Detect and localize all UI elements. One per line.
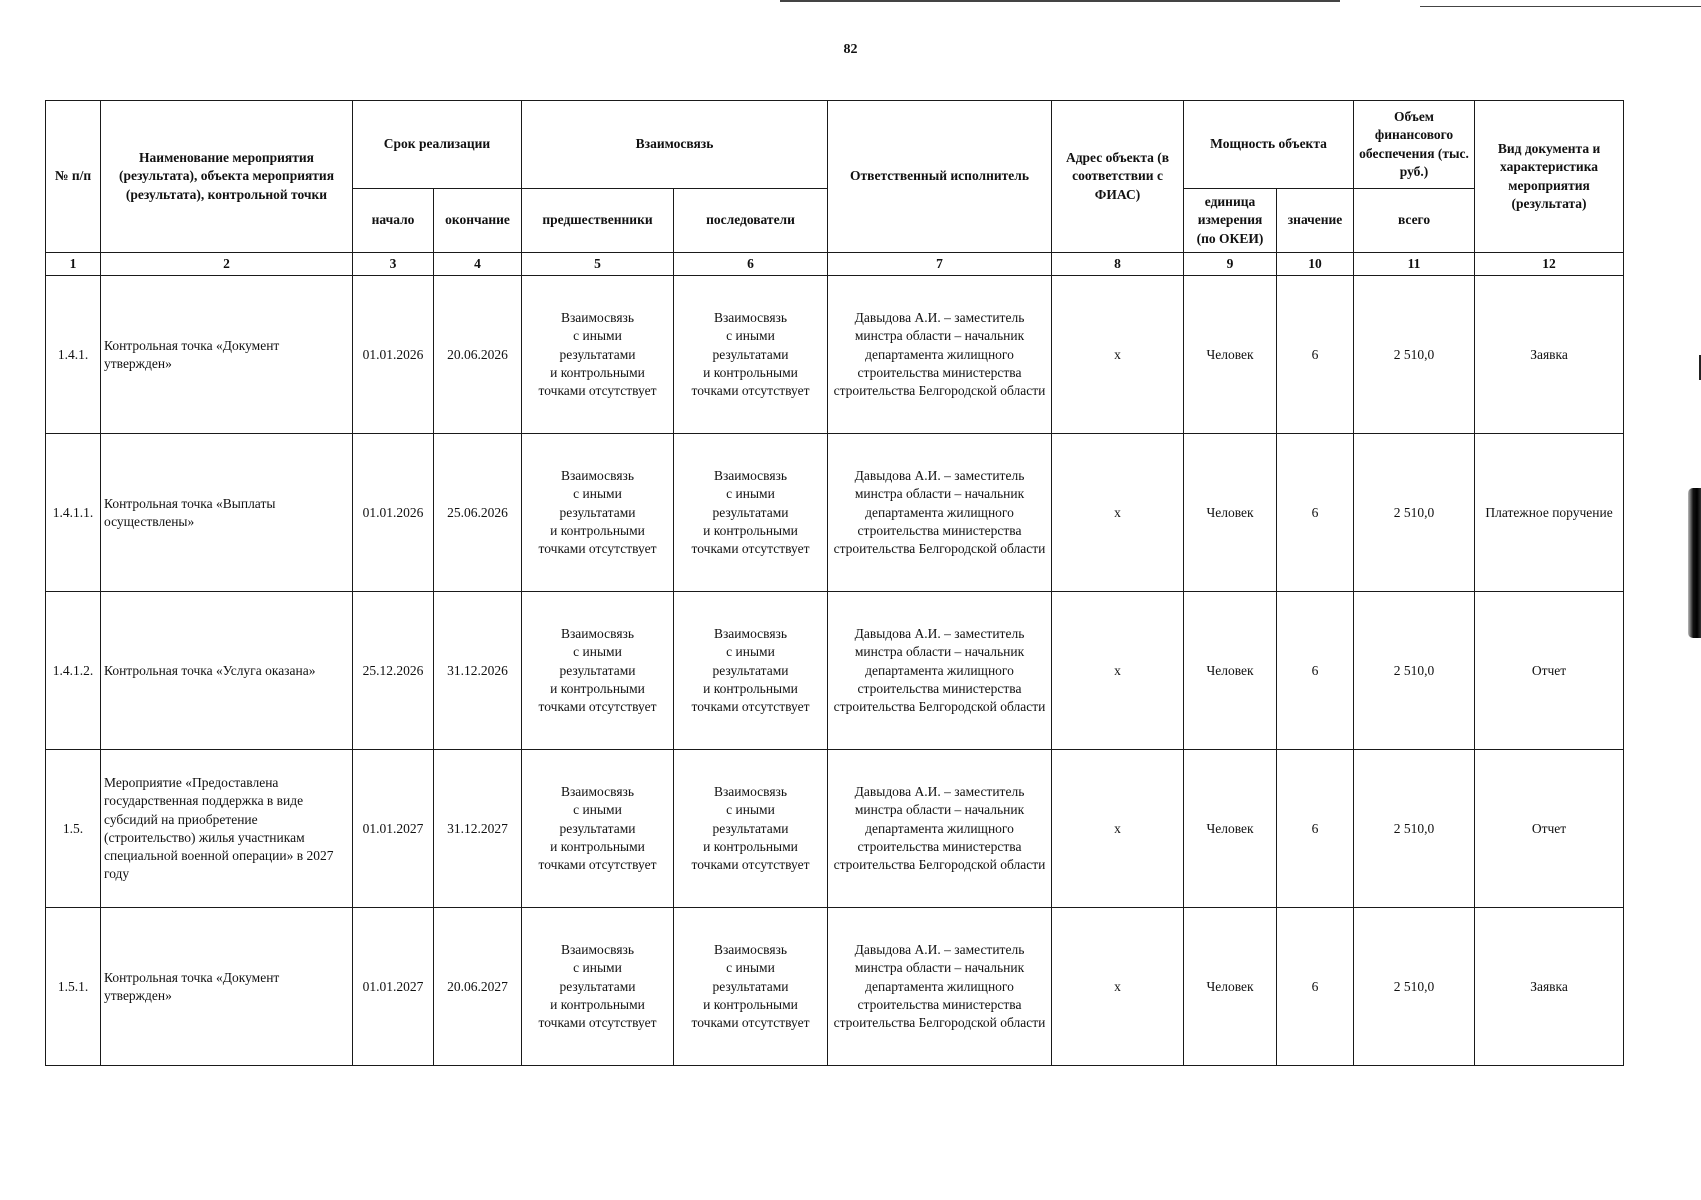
column-number: 5	[522, 253, 674, 276]
cell-name: Контрольная точка «Услуга оказана»	[101, 592, 353, 750]
cell-address: х	[1052, 434, 1184, 592]
page-number: 82	[843, 42, 858, 57]
cell-responsible: Давыдова А.И. – заместитель минстра области – начальник департамента жилищного строительства министерства строительства Белгородской области	[828, 434, 1052, 592]
header-capacity: Мощность объекта	[1184, 101, 1354, 189]
column-number: 10	[1277, 253, 1354, 276]
cell-value: 6	[1277, 592, 1354, 750]
cell-doc-type: Отчет	[1475, 592, 1624, 750]
header-doc-type: Вид документа и характеристика мероприятия (результата)	[1475, 101, 1624, 253]
cell-predecessors: Взаимосвязь с иными результатами и контрольными точками отсутствует	[522, 434, 674, 592]
cell-address: х	[1052, 750, 1184, 908]
cell-unit: Человек	[1184, 592, 1277, 750]
cell-start: 25.12.2026	[353, 592, 434, 750]
cell-num: 1.4.1.2.	[46, 592, 101, 750]
cell-total: 2 510,0	[1354, 592, 1475, 750]
header-start: начало	[353, 189, 434, 253]
cell-responsible: Давыдова А.И. – заместитель минстра области – начальник департамента жилищного строительства министерства строительства Белгородской области	[828, 750, 1052, 908]
header-name: Наименование мероприятия (результата), объекта мероприятия (результата), контрольной точки	[101, 101, 353, 253]
cell-successors: Взаимосвязь с иными результатами и контрольными точками отсутствует	[674, 908, 828, 1066]
column-number: 4	[434, 253, 522, 276]
cell-end: 20.06.2026	[434, 276, 522, 434]
header-unit: единица измерения (по ОКЕИ)	[1184, 189, 1277, 253]
cell-value: 6	[1277, 750, 1354, 908]
table-row	[46, 592, 1624, 750]
scan-artifact	[1688, 488, 1701, 638]
header-funding: Объем финансового обеспечения (тыс. руб.)	[1354, 101, 1475, 189]
cell-total: 2 510,0	[1354, 908, 1475, 1066]
header-end: окончание	[434, 189, 522, 253]
cell-doc-type: Заявка	[1475, 908, 1624, 1066]
cell-num: 1.4.1.	[46, 276, 101, 434]
cell-unit: Человек	[1184, 276, 1277, 434]
cell-value: 6	[1277, 276, 1354, 434]
column-number: 7	[828, 253, 1052, 276]
cell-successors: Взаимосвязь с иными результатами и контрольными точками отсутствует	[674, 750, 828, 908]
cell-name: Контрольная точка «Документ утвержден»	[101, 276, 353, 434]
cell-end: 20.06.2027	[434, 908, 522, 1066]
column-number: 2	[101, 253, 353, 276]
header-responsible: Ответственный исполнитель	[828, 101, 1052, 253]
cell-successors: Взаимосвязь с иными результатами и контрольными точками отсутствует	[674, 592, 828, 750]
header-predecessors: предшественники	[522, 189, 674, 253]
cell-predecessors: Взаимосвязь с иными результатами и контрольными точками отсутствует	[522, 908, 674, 1066]
column-number: 6	[674, 253, 828, 276]
cell-successors: Взаимосвязь с иными результатами и контрольными точками отсутствует	[674, 434, 828, 592]
cell-predecessors: Взаимосвязь с иными результатами и контрольными точками отсутствует	[522, 750, 674, 908]
cell-unit: Человек	[1184, 750, 1277, 908]
column-number: 8	[1052, 253, 1184, 276]
cell-doc-type: Заявка	[1475, 276, 1624, 434]
table-row	[46, 276, 1624, 434]
header-address: Адрес объекта (в соответствии с ФИАС)	[1052, 101, 1184, 253]
cell-start: 01.01.2026	[353, 276, 434, 434]
header-total: всего	[1354, 189, 1475, 253]
cell-value: 6	[1277, 908, 1354, 1066]
cell-total: 2 510,0	[1354, 434, 1475, 592]
table-row	[46, 750, 1624, 908]
plan-table	[45, 100, 1624, 1066]
cell-address: х	[1052, 276, 1184, 434]
cell-end: 31.12.2026	[434, 592, 522, 750]
header-num: № п/п	[46, 101, 101, 253]
header-period: Срок реализации	[353, 101, 522, 189]
table-row	[46, 908, 1624, 1066]
scan-edge-line	[1420, 6, 1701, 7]
header-successors: последователи	[674, 189, 828, 253]
cell-name: Мероприятие «Предоставлена государственная поддержка в виде субсидий на приобретение (строительство) жилья участникам специальной военной операции» в 2027 году	[101, 750, 353, 908]
cell-end: 31.12.2027	[434, 750, 522, 908]
cell-doc-type: Отчет	[1475, 750, 1624, 908]
table-row	[46, 434, 1624, 592]
cell-predecessors: Взаимосвязь с иными результатами и контрольными точками отсутствует	[522, 592, 674, 750]
cell-end: 25.06.2026	[434, 434, 522, 592]
cell-predecessors: Взаимосвязь с иными результатами и контрольными точками отсутствует	[522, 276, 674, 434]
column-number: 1	[46, 253, 101, 276]
cell-responsible: Давыдова А.И. – заместитель минстра области – начальник департамента жилищного строительства министерства строительства Белгородской области	[828, 276, 1052, 434]
cell-address: х	[1052, 592, 1184, 750]
cell-name: Контрольная точка «Документ утвержден»	[101, 908, 353, 1066]
cell-address: х	[1052, 908, 1184, 1066]
cell-start: 01.01.2027	[353, 750, 434, 908]
cell-successors: Взаимосвязь с иными результатами и контрольными точками отсутствует	[674, 276, 828, 434]
cell-name: Контрольная точка «Выплаты осуществлены»	[101, 434, 353, 592]
scan-edge-line	[780, 0, 1340, 2]
cell-start: 01.01.2026	[353, 434, 434, 592]
header-relation: Взаимосвязь	[522, 101, 828, 189]
column-number: 12	[1475, 253, 1624, 276]
column-number: 9	[1184, 253, 1277, 276]
cell-num: 1.5.1.	[46, 908, 101, 1066]
cell-total: 2 510,0	[1354, 276, 1475, 434]
header-value: значение	[1277, 189, 1354, 253]
cell-unit: Человек	[1184, 908, 1277, 1066]
cell-num: 1.4.1.1.	[46, 434, 101, 592]
cell-doc-type: Платежное поручение	[1475, 434, 1624, 592]
cell-start: 01.01.2027	[353, 908, 434, 1066]
cell-responsible: Давыдова А.И. – заместитель минстра области – начальник департамента жилищного строительства министерства строительства Белгородской области	[828, 592, 1052, 750]
cell-unit: Человек	[1184, 434, 1277, 592]
column-number-row	[46, 253, 1624, 276]
column-number: 11	[1354, 253, 1475, 276]
column-number: 3	[353, 253, 434, 276]
cell-responsible: Давыдова А.И. – заместитель минстра области – начальник департамента жилищного строительства министерства строительства Белгородской области	[828, 908, 1052, 1066]
cell-num: 1.5.	[46, 750, 101, 908]
cell-total: 2 510,0	[1354, 750, 1475, 908]
cell-value: 6	[1277, 434, 1354, 592]
